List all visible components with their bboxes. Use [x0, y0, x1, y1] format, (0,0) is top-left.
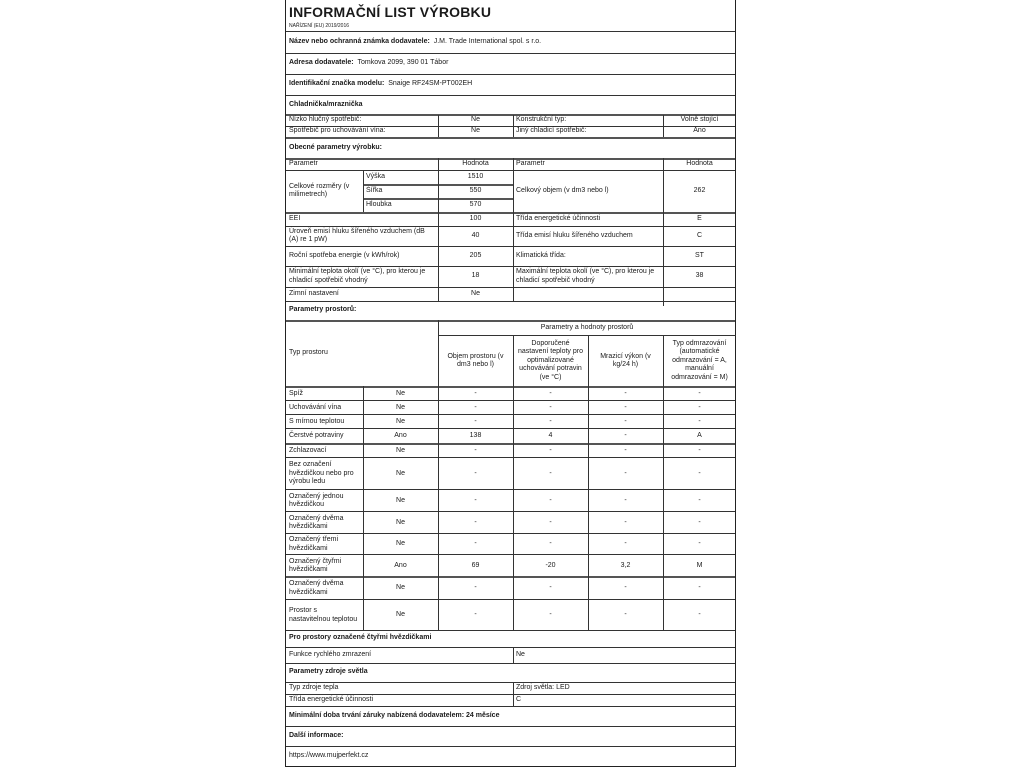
col-value-header-2: Hodnota: [686, 160, 713, 168]
compartment-freezing-capacity: -: [624, 584, 627, 592]
compartment-defrost-type: -: [698, 496, 701, 504]
fast-freeze-label: Funkce rychlého zmrazení: [289, 650, 372, 658]
compartment-params-group-header: Parametry a hodnoty prostorů: [540, 323, 634, 331]
compartment-temperature: 4: [548, 432, 553, 440]
compartment-name: Označený dvěma hvězdičkami: [289, 580, 344, 596]
compartment-present: Ano: [394, 432, 407, 440]
compartment-present: Ne: [396, 540, 405, 548]
compartment-name: Spíž: [289, 389, 304, 397]
product-information-sheet: [285, 0, 736, 767]
compartment-defrost-type: A: [697, 432, 702, 440]
warranty-info: Minimální doba trvání záruky nabízená dodavatelem: 24 měsíce: [289, 711, 500, 719]
compartment-freezing-capacity: -: [624, 518, 627, 526]
compartment-temperature: -: [549, 403, 552, 411]
other-appliance-label: Jiný chladicí spotřebič:: [516, 127, 587, 135]
supplier-address-label: Adresa dodavatele:: [289, 59, 354, 67]
compartment-defrost-type: -: [698, 469, 701, 477]
model-id-row: [286, 74, 735, 95]
compartment-temperature: -: [549, 584, 552, 592]
height-value: 1510: [467, 172, 484, 180]
col-param-header: Parametr: [289, 160, 318, 168]
min-ambient-temp-value: 18: [471, 272, 480, 280]
noise-class-value: C: [696, 231, 703, 239]
col-freeze-header: Mrazicí výkon (v kg/24 h): [600, 352, 651, 368]
annual-energy-value: 205: [469, 251, 482, 259]
supplier-address-value: Tomkova 2099, 390 01 Tábor: [357, 59, 449, 67]
compartment-name: Zchlazovací: [289, 446, 327, 454]
total-volume-value: 262: [693, 186, 706, 194]
compartment-present: Ne: [396, 389, 405, 397]
compartment-type-header: Typ prostoru: [289, 349, 328, 357]
compartment-freezing-capacity: -: [624, 540, 627, 548]
compartment-temperature: -: [549, 518, 552, 526]
compartment-volume: 69: [471, 561, 480, 569]
width-value: 550: [469, 186, 482, 194]
energy-class-label: Třída energetické účinnosti: [516, 215, 601, 223]
annual-energy-label: Roční spotřeba energie (v kWh/rok): [289, 251, 400, 259]
supplier-name-label: Název nebo ochranná známka dodavatele:: [289, 37, 430, 45]
compartment-volume: -: [474, 389, 477, 397]
compartment-name: Označený třemi hvězdičkami: [289, 536, 339, 552]
col-temp-header: Doporučené nastavení teploty pro optimalizované uchovávání potravin (ve °C): [518, 339, 583, 381]
compartment-temperature: -: [549, 611, 552, 619]
compartment-temperature: -: [549, 496, 552, 504]
col-volume-header: Objem prostoru (v dm3 nebo l): [447, 352, 504, 368]
compartment-freezing-capacity: -: [624, 432, 627, 440]
winter-setting-label: Zimní nastavení: [289, 289, 339, 297]
compartment-volume: -: [474, 584, 477, 592]
website-url[interactable]: https://www.mujperfekt.cz: [289, 751, 369, 759]
regulation-reference: NAŘÍZENÍ (EU) 2019/2016: [289, 23, 350, 29]
compartment-volume: -: [474, 611, 477, 619]
light-class-label: Třída energetické účinnosti: [289, 695, 374, 703]
supplier-address-row: [286, 53, 735, 74]
total-volume-label: Celkový objem (v dm3 nebo l): [516, 186, 609, 194]
compartment-defrost-type: -: [698, 540, 701, 548]
noise-label: Úroveň emisí hluku šířeného vzduchem (dB (A) re 1 pW): [289, 227, 425, 243]
energy-class-value: E: [697, 215, 702, 223]
compartment-defrost-type: -: [698, 446, 701, 454]
low-noise-value: Ne: [471, 116, 480, 124]
compartment-defrost-type: -: [698, 403, 701, 411]
compartment-present: Ne: [396, 611, 405, 619]
compartment-defrost-type: -: [698, 518, 701, 526]
compartment-defrost-type: -: [698, 584, 701, 592]
eei-label: EEI: [289, 215, 301, 223]
fast-freeze-value: Ne: [516, 650, 525, 658]
page-title: INFORMAČNÍ LIST VÝROBKU: [289, 4, 492, 20]
supplier-name-row: [286, 31, 735, 53]
winter-setting-value: Ne: [471, 289, 480, 297]
four-star-title: Pro prostory označené čtyřmi hvězdičkami: [289, 634, 432, 642]
compartments-title: Parametry prostorů:: [289, 306, 357, 314]
compartment-present: Ano: [394, 561, 407, 569]
compartment-volume: -: [474, 403, 477, 411]
col-defrost-header: Typ odmrazování (automatické odmrazování = A, manuální odmrazování = M): [671, 339, 728, 381]
climate-class-value: ST: [695, 251, 704, 259]
compartment-freezing-capacity: 3,2: [620, 561, 631, 569]
compartment-volume: 138: [469, 432, 482, 440]
light-type-value: Zdroj světla: LED: [516, 683, 570, 691]
min-ambient-temp-label: Minimální teplota okolí (ve °C), pro kterou je chladicí spotřebič vhodný: [289, 268, 426, 284]
compartment-present: Ne: [396, 469, 405, 477]
compartment-defrost-type: -: [698, 417, 701, 425]
eei-value: 100: [469, 215, 482, 223]
appliance-category: Chladnička/mraznička: [289, 100, 363, 108]
light-type-label: Typ zdroje tepla: [289, 683, 339, 691]
design-type-label: Konstrukční typ:: [516, 116, 567, 124]
compartment-name: Označený dvěma hvězdičkami: [289, 514, 344, 530]
max-ambient-temp-label: Maximální teplota okolí (ve °C), pro kterou je chladicí spotřebič vhodný: [516, 268, 655, 284]
compartment-name: Čerstvé potraviny: [289, 432, 344, 440]
depth-label: Hloubka: [366, 200, 392, 208]
compartment-temperature: -: [549, 540, 552, 548]
compartment-defrost-type: M: [696, 561, 703, 569]
compartment-volume: -: [474, 469, 477, 477]
height-label: Výška: [366, 172, 386, 180]
compartment-defrost-type: -: [698, 389, 701, 397]
compartment-present: Ne: [396, 417, 405, 425]
compartment-freezing-capacity: -: [624, 403, 627, 411]
website-link[interactable]: [286, 746, 735, 766]
compartment-temperature: -: [549, 417, 552, 425]
compartment-name: Prostor s nastavitelnou teplotou: [289, 607, 358, 623]
low-noise-label: Nízko hlučný spotřebič:: [289, 116, 362, 124]
compartment-freezing-capacity: -: [624, 446, 627, 454]
compartment-present: Ne: [396, 446, 405, 454]
general-params-title: Obecné parametry výrobku:: [289, 143, 382, 151]
depth-value: 570: [469, 200, 482, 208]
compartment-freezing-capacity: -: [624, 469, 627, 477]
compartment-volume: -: [474, 496, 477, 504]
col-param-header-2: Parametr: [516, 160, 545, 168]
compartment-name: Označený čtyřmi hvězdičkami: [289, 557, 342, 573]
compartment-present: Ne: [396, 496, 405, 504]
max-ambient-temp-value: 38: [695, 272, 704, 280]
wine-storage-label: Spotřebič pro uchovávání vína:: [289, 127, 386, 135]
width-label: Šířka: [366, 186, 383, 194]
compartment-present: Ne: [396, 403, 405, 411]
supplier-name-value: J.M. Trade International spol. s r.o.: [433, 37, 542, 45]
noise-class-label: Třída emisí hluku šířeného vzduchem: [516, 231, 633, 239]
noise-value: 40: [471, 231, 480, 239]
compartment-freezing-capacity: -: [624, 496, 627, 504]
wine-storage-value: Ne: [471, 127, 480, 135]
other-appliance-value: Ano: [693, 127, 706, 135]
compartment-present: Ne: [396, 518, 405, 526]
light-class-value: C: [516, 695, 522, 703]
compartment-temperature: -: [549, 469, 552, 477]
model-id-value: Snaige RF24SM-PT002EH: [388, 80, 473, 88]
compartment-volume: -: [474, 518, 477, 526]
col-value-header: Hodnota: [462, 160, 489, 168]
compartment-freezing-capacity: -: [624, 611, 627, 619]
compartment-present: Ne: [396, 584, 405, 592]
compartment-temperature: -: [549, 389, 552, 397]
compartment-freezing-capacity: -: [624, 389, 627, 397]
design-type-value: Volně stojící: [680, 116, 719, 124]
compartment-temperature: -: [549, 446, 552, 454]
compartment-volume: -: [474, 417, 477, 425]
compartment-volume: -: [474, 540, 477, 548]
compartment-name: S mírnou teplotou: [289, 417, 345, 425]
additional-info-label: Další informace:: [289, 731, 344, 739]
compartment-temperature: -20: [545, 561, 556, 569]
dimensions-label: Celkové rozměry (v milimetrech): [289, 182, 350, 198]
compartment-defrost-type: -: [698, 611, 701, 619]
compartment-freezing-capacity: -: [624, 417, 627, 425]
compartment-volume: -: [474, 446, 477, 454]
light-source-title: Parametry zdroje světla: [289, 668, 368, 676]
compartment-name: Bez označení hvězdičkou nebo pro výrobu ledu: [289, 461, 354, 486]
compartment-name: Uchovávání vína: [289, 403, 342, 411]
compartment-name: Označený jednou hvězdičkou: [289, 492, 344, 508]
model-id-label: Identifikační značka modelu:: [289, 80, 385, 88]
climate-class-label: Klimatická třída:: [516, 251, 566, 259]
